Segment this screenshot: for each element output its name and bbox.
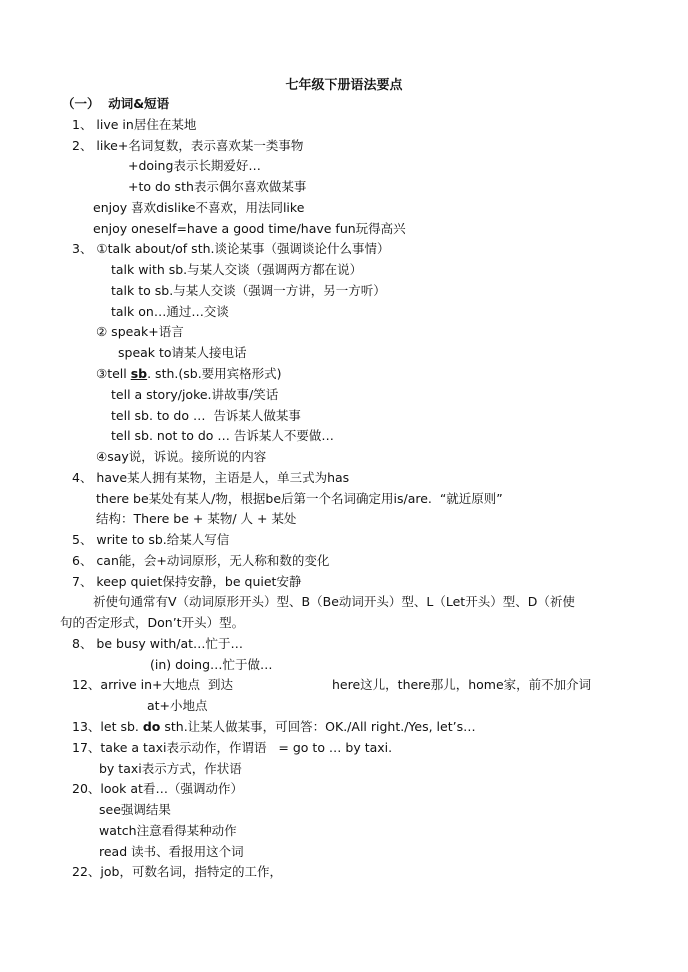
tell-story-line: tell a story/joke.讲故事/笑话 bbox=[111, 387, 279, 402]
section-heading: （一） 动词&短语 bbox=[62, 96, 170, 111]
item-3: 3、 ①talk about/of sth.谈论某事（强调谈论什么事情） bbox=[72, 241, 390, 256]
say-line: ④say说，诉说。接所说的内容 bbox=[96, 449, 267, 464]
speak-line: ② speak+语言 bbox=[96, 324, 184, 339]
item-12-note: here这儿，there那儿，home家，前不加介词 bbox=[332, 677, 592, 692]
item-1: 1、 live in居住在某地 bbox=[72, 117, 197, 132]
talk-to-line: talk to sb.与某人交谈（强调一方讲，另一方听） bbox=[111, 283, 386, 298]
item-20: 20、look at看…（强调动作） bbox=[72, 781, 243, 796]
item-7: 7、 keep quiet保持安静，be quiet安静 bbox=[72, 574, 302, 589]
item-20-watch: watch注意看得某种动作 bbox=[99, 823, 237, 838]
item-20-read: read 读书、看报用这个词 bbox=[99, 844, 244, 859]
enjoy-line: enjoy 喜欢dislike不喜欢，用法同like bbox=[93, 200, 305, 215]
there-be-line: there be某处有某人/物，根据be后第一个名词确定用is/are. “就近原则” bbox=[96, 491, 503, 506]
tell-suffix: . sth.(sb.要用宾格形式) bbox=[147, 366, 282, 381]
tell-sb-underlined: sb bbox=[130, 366, 148, 381]
item-8-doing: (in) doing…忙于做… bbox=[150, 657, 273, 672]
item-8: 8、 be busy with/at…忙于… bbox=[72, 636, 244, 651]
item-5: 5、 write to sb.给某人写信 bbox=[72, 532, 230, 547]
talk-with-line: talk with sb.与某人交谈（强调两方都在说） bbox=[111, 262, 363, 277]
speak-to-line: speak to请某人接电话 bbox=[118, 345, 247, 360]
structure-line: 结构：There be + 某物/ 人 + 某处 bbox=[96, 511, 297, 526]
item-4: 4、 have某人拥有某物，主语是人，单三式为has bbox=[72, 470, 350, 485]
item-13-prefix: 13、let sb. bbox=[72, 719, 143, 734]
talk-on-line: talk on…通过…交谈 bbox=[111, 304, 229, 319]
item-13-do: do bbox=[142, 719, 161, 734]
tell-to-do-line: tell sb. to do … 告诉某人做某事 bbox=[111, 408, 301, 423]
tell-prefix: ③tell bbox=[96, 366, 131, 381]
tell-not-to-do-line: tell sb. not to do … 告诉某人不要做… bbox=[111, 428, 334, 443]
item-6: 6、 can能，会+动词原形，无人称和数的变化 bbox=[72, 553, 330, 568]
imperative-line-2: 句的否定形式，Don’t开头）型。 bbox=[60, 615, 245, 630]
item-2-todo: +to do sth表示偶尔喜欢做某事 bbox=[128, 179, 307, 194]
item-20-see: see强调结果 bbox=[99, 802, 171, 817]
item-13-suffix: sth.让某人做某事，可回答：OK./All right./Yes, let’s… bbox=[160, 719, 476, 734]
page-title: 七年级下册语法要点 bbox=[285, 78, 403, 93]
item-12-at: at+小地点 bbox=[147, 698, 208, 713]
imperative-line-1: 祈使句通常有V（动词原形开头）型、B（Be动词开头）型、L（Let开头）型、D（祈使 bbox=[93, 594, 575, 609]
item-12: 12、arrive in+大地点 到达 bbox=[72, 677, 233, 692]
item-17: 17、take a taxi表示动作，作谓语 = go to … by taxi. bbox=[72, 740, 393, 755]
item-22: 22、job，可数名词，指特定的工作， bbox=[72, 864, 282, 879]
item-2-doing: +doing表示长期爱好… bbox=[128, 158, 261, 173]
item-17-by-taxi: by taxi表示方式，作状语 bbox=[99, 761, 242, 776]
tell-line bbox=[96, 366, 282, 382]
item-13 bbox=[72, 719, 476, 735]
item-2: 2、 like+名词复数，表示喜欢某一类事物 bbox=[72, 138, 304, 153]
enjoy-oneself-line: enjoy oneself=have a good time/have fun玩得高兴 bbox=[93, 221, 406, 236]
